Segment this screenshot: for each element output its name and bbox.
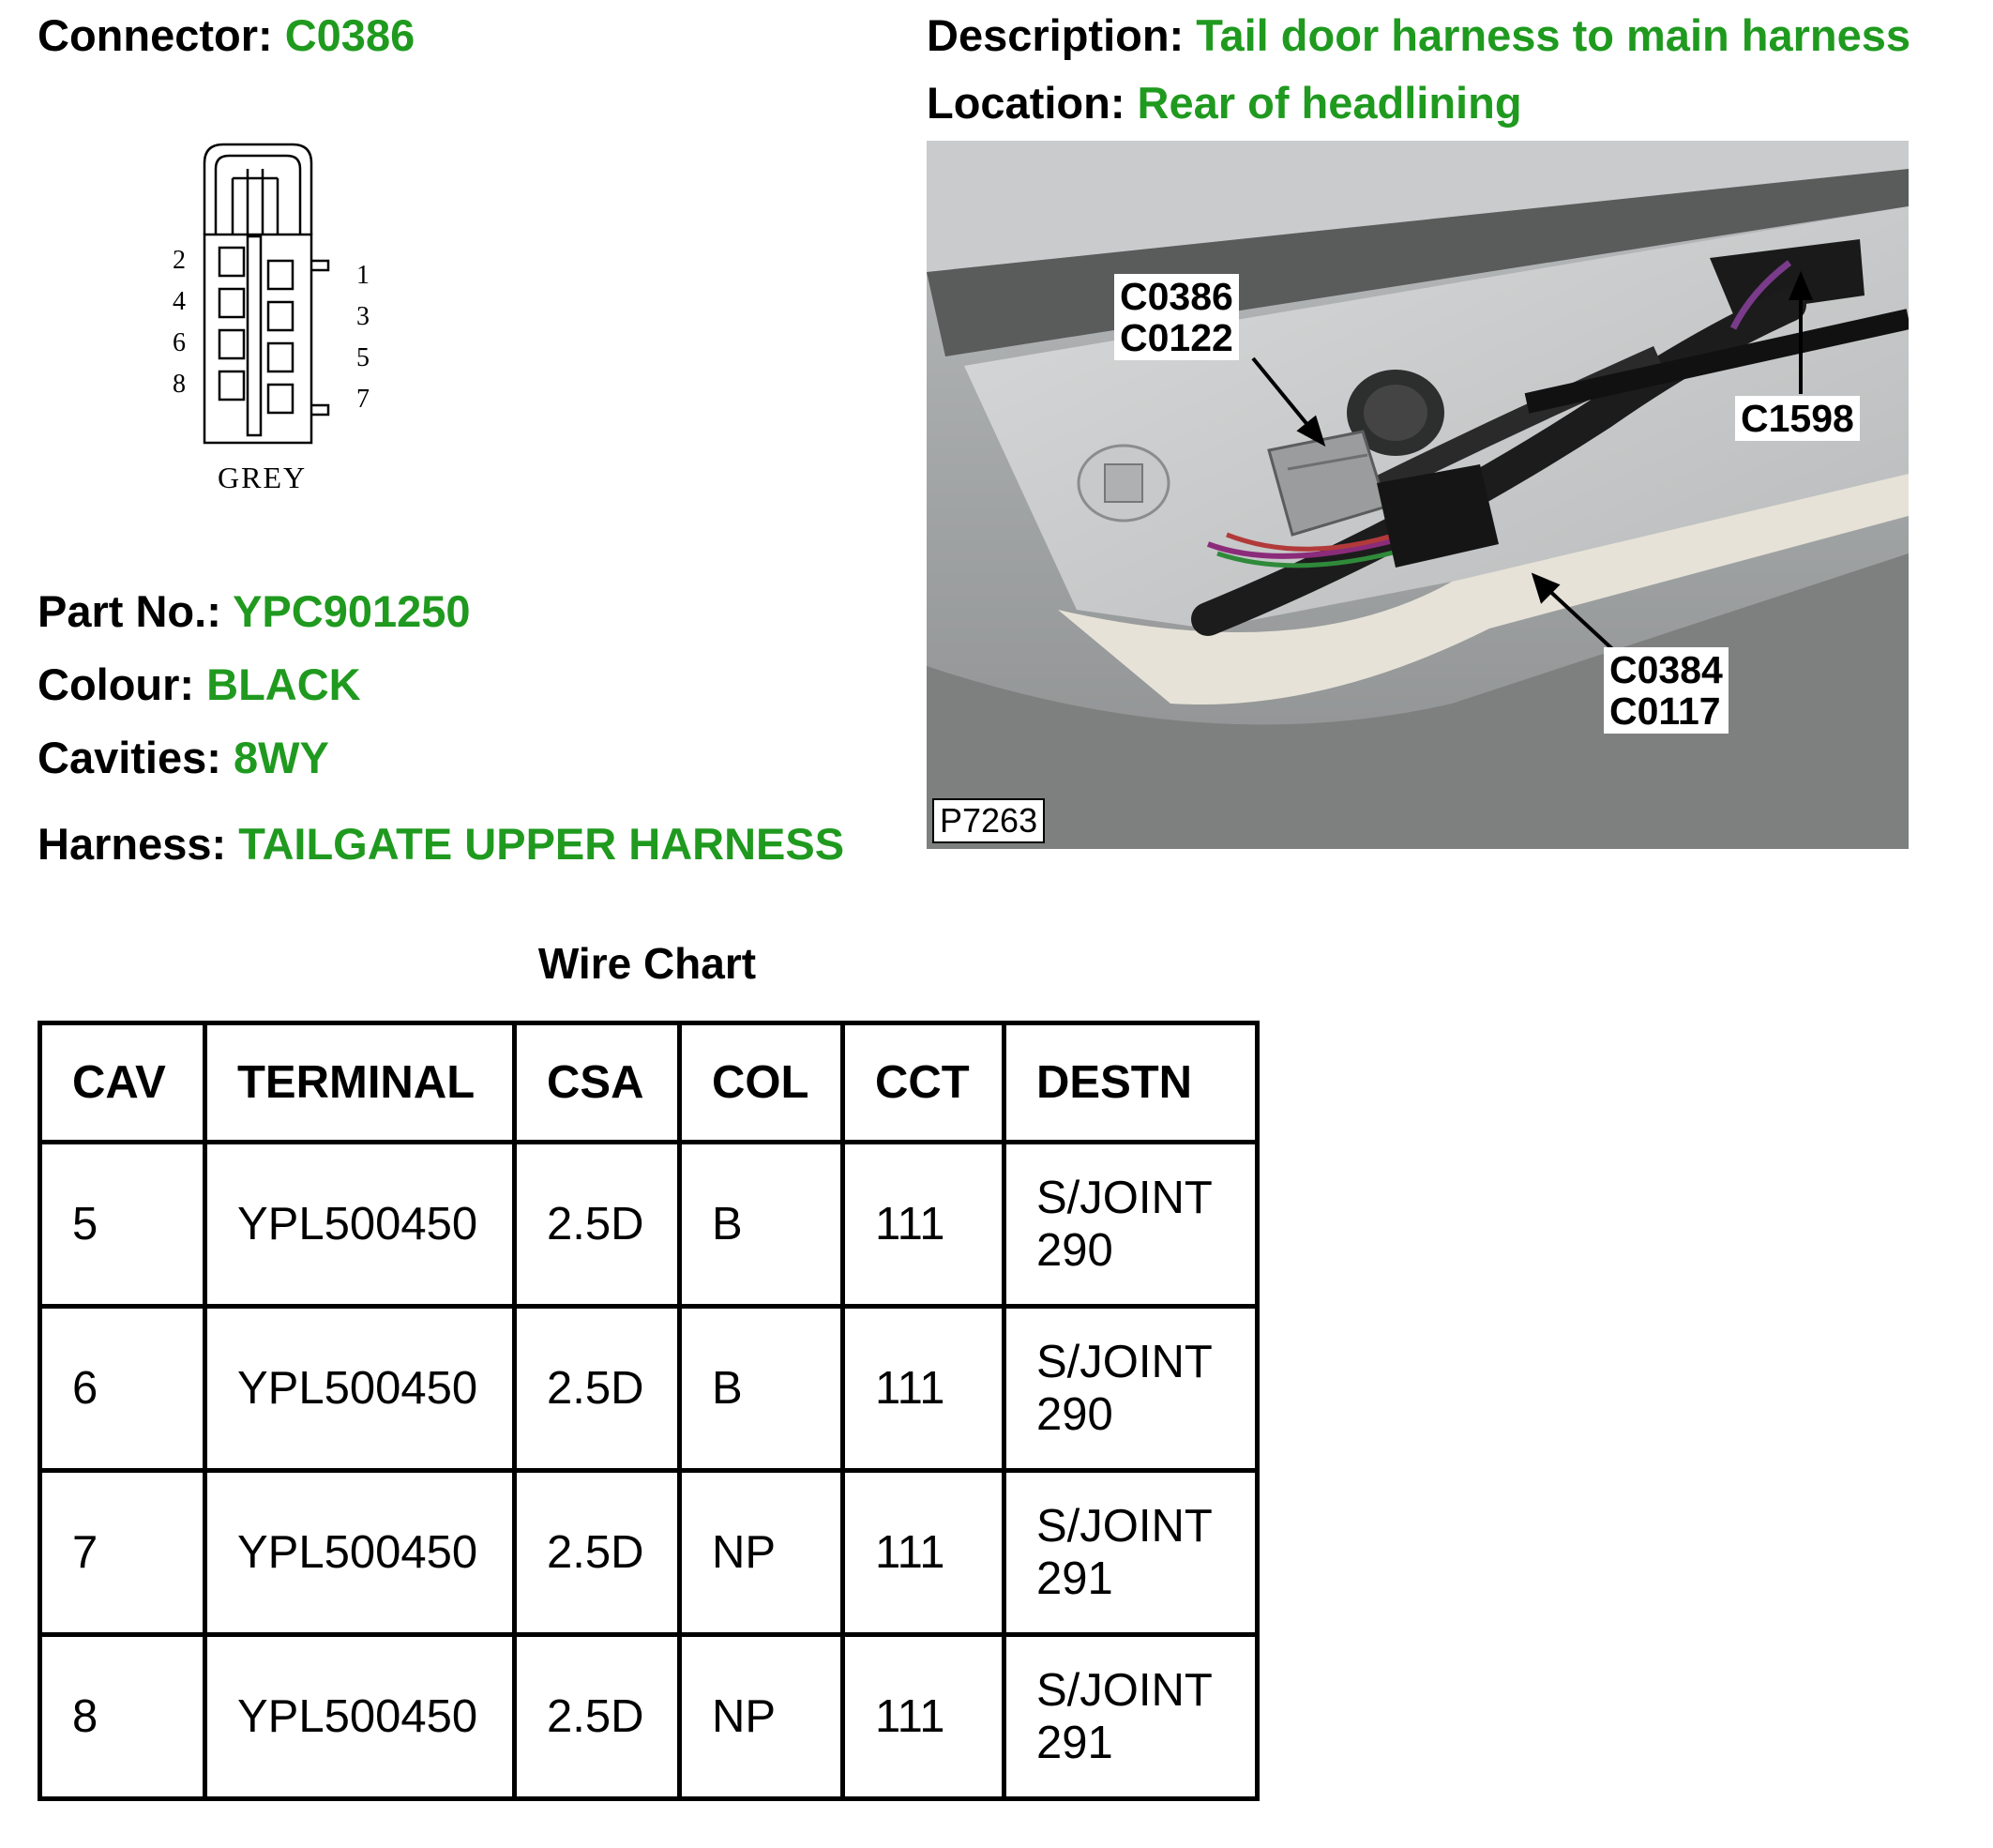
part-label: Part No.: [38, 586, 221, 636]
table-header-row [40, 1023, 1258, 1143]
table-row [40, 1635, 1258, 1799]
location-label: Location: [927, 78, 1125, 128]
cell-csa: 2.5D [515, 1635, 680, 1799]
cavities-line [38, 735, 329, 780]
description-line [927, 10, 1911, 60]
cell-col: NP [680, 1471, 843, 1635]
cavities-value: 8WY [233, 733, 329, 782]
connector-line [38, 10, 415, 60]
cavity-3 [268, 302, 293, 330]
connector-colour-caption: GREY [218, 461, 308, 494]
callout-c0384-c0117: C0384 C0117 [1604, 647, 1729, 734]
connector-value: C0386 [284, 10, 415, 60]
callout-c0386-c0122: C0386 C0122 [1114, 274, 1239, 360]
colour-line [38, 659, 361, 709]
table-row [40, 1143, 1258, 1307]
cell-destn: S/JOINT 291 [1004, 1471, 1258, 1635]
table-row [40, 1307, 1258, 1471]
connector-label: Connector: [38, 10, 273, 60]
cell-destn: S/JOINT 291 [1004, 1635, 1258, 1799]
cell-cct: 111 [843, 1307, 1004, 1471]
pin-label: 2 [173, 246, 186, 275]
pin-label: 6 [173, 328, 186, 357]
column-header: CCT [843, 1023, 1004, 1143]
wire-chart-title: Wire Chart [537, 939, 757, 988]
pin-label: 5 [356, 343, 370, 372]
harness-line [38, 819, 845, 869]
location-line [927, 78, 1522, 128]
cavity-8 [219, 371, 244, 400]
pin-label: 7 [356, 385, 370, 414]
pin-label: 8 [173, 370, 186, 399]
column-header: CSA [515, 1023, 680, 1143]
cell-destn: S/JOINT 290 [1004, 1307, 1258, 1471]
cell-cav: 6 [40, 1307, 205, 1471]
cell-csa: 2.5D [515, 1307, 680, 1471]
cavity-7 [268, 385, 293, 413]
part-line [38, 586, 471, 636]
colour-label: Colour: [38, 659, 195, 709]
cell-cct: 111 [843, 1143, 1004, 1307]
cell-cct: 111 [843, 1471, 1004, 1635]
column-header: CAV [40, 1023, 205, 1143]
harness-label: Harness: [38, 819, 227, 869]
description-value: Tail door harness to main harness [1196, 10, 1911, 60]
cell-terminal: YPL500450 [205, 1471, 515, 1635]
cavity-5 [268, 343, 293, 371]
pin-label: 3 [356, 302, 370, 331]
cell-csa: 2.5D [515, 1143, 680, 1307]
description-label: Description: [927, 10, 1185, 60]
cell-terminal: YPL500450 [205, 1143, 515, 1307]
column-header: DESTN [1004, 1023, 1258, 1143]
column-header: COL [680, 1023, 843, 1143]
cavity-2 [219, 248, 244, 276]
connector-location-photo [927, 141, 1909, 849]
cell-cct: 111 [843, 1635, 1004, 1799]
cell-terminal: YPL500450 [205, 1307, 515, 1471]
cell-col: B [680, 1307, 843, 1471]
cell-cav: 8 [40, 1635, 205, 1799]
location-value: Rear of headlining [1137, 78, 1522, 128]
table-row [40, 1471, 1258, 1635]
cavity-6 [219, 330, 244, 358]
cell-cav: 5 [40, 1143, 205, 1307]
callout-c1598: C1598 [1735, 396, 1860, 441]
pin-label: 1 [356, 261, 370, 290]
cell-terminal: YPL500450 [205, 1635, 515, 1799]
pin-label: 4 [173, 287, 186, 316]
connector-face-diagram [150, 141, 422, 516]
photo-reference: P7263 [932, 798, 1045, 843]
cell-destn: S/JOINT 290 [1004, 1143, 1258, 1307]
cavity-1 [268, 261, 293, 289]
cell-cav: 7 [40, 1471, 205, 1635]
cavity-4 [219, 289, 244, 317]
colour-value: BLACK [206, 659, 361, 709]
part-value: YPC901250 [233, 586, 471, 636]
cell-col: B [680, 1143, 843, 1307]
harness-value: TAILGATE UPPER HARNESS [238, 819, 845, 869]
column-header: TERMINAL [205, 1023, 515, 1143]
cell-csa: 2.5D [515, 1471, 680, 1635]
wire-chart-table [38, 1021, 1260, 1801]
cavities-label: Cavities: [38, 733, 221, 782]
cell-col: NP [680, 1635, 843, 1799]
